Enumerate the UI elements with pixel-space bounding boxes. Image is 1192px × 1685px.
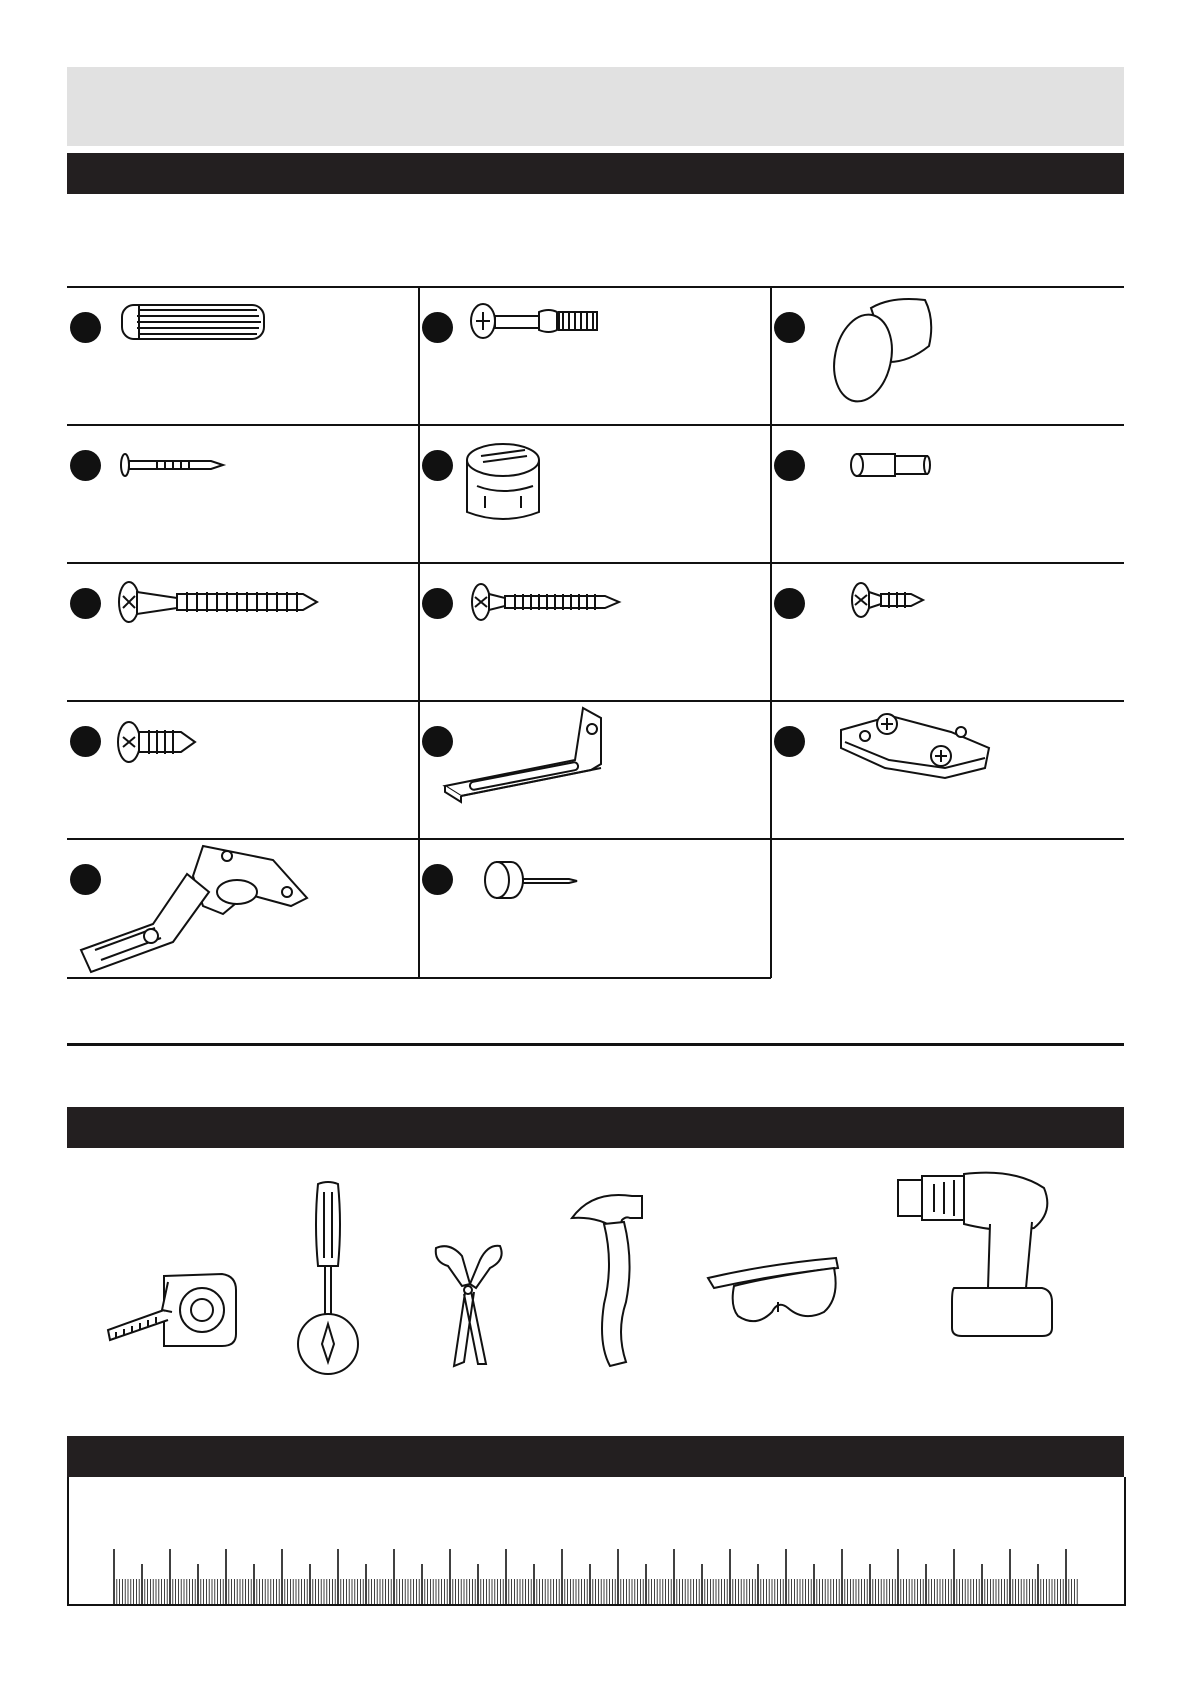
fitting-cell-7 xyxy=(67,564,418,702)
medium-screw-icon xyxy=(419,564,770,702)
concealed-hinge-icon xyxy=(67,840,418,978)
wooden-dowel-icon xyxy=(67,288,418,426)
fitting-cell-13 xyxy=(67,840,418,978)
claw-hammer-icon xyxy=(568,1188,652,1377)
ruler xyxy=(67,1477,1126,1606)
tools-section-bar xyxy=(67,1107,1124,1148)
ruler-scale xyxy=(69,1477,1124,1604)
fitting-cell-10 xyxy=(67,702,418,840)
ruler-section-bar xyxy=(67,1436,1124,1477)
cam-bolt-icon xyxy=(419,288,770,426)
tape-measure-icon xyxy=(104,1270,244,1375)
fitting-cell-4 xyxy=(67,426,418,564)
fitting-cell-1 xyxy=(67,288,418,426)
cordless-drill-icon xyxy=(894,1170,1058,1345)
fittings-grid xyxy=(67,286,1124,980)
fittings-section-bar xyxy=(67,153,1124,194)
fitting-cell-9 xyxy=(771,564,1122,702)
fitting-cell-3 xyxy=(771,288,1122,426)
hinge-mounting-plate-icon xyxy=(771,702,1122,840)
l-bracket-icon xyxy=(419,702,770,840)
short-screw-icon xyxy=(771,564,1122,702)
felt-pad-nail-icon xyxy=(419,840,770,978)
long-screw-icon xyxy=(67,564,418,702)
nail-icon xyxy=(67,426,418,564)
shelf-support-pin-icon xyxy=(771,426,1122,564)
section-divider xyxy=(67,1043,1124,1046)
fitting-cell-2 xyxy=(419,288,770,426)
fitting-cell-5 xyxy=(419,426,770,564)
safety-glasses-icon xyxy=(704,1250,844,1349)
pan-head-screw-icon xyxy=(67,702,418,840)
fitting-cell-11 xyxy=(419,702,770,840)
fitting-cell-12 xyxy=(771,702,1122,840)
cam-lock-icon xyxy=(419,426,770,564)
header-band xyxy=(67,67,1124,146)
scissors-icon xyxy=(430,1240,506,1375)
fitting-cell-8 xyxy=(419,564,770,702)
fitting-cell-6 xyxy=(771,426,1122,564)
handle-knob-icon xyxy=(771,288,1122,426)
phillips-screwdriver-icon xyxy=(296,1180,362,1381)
fitting-cell-14 xyxy=(419,840,770,978)
